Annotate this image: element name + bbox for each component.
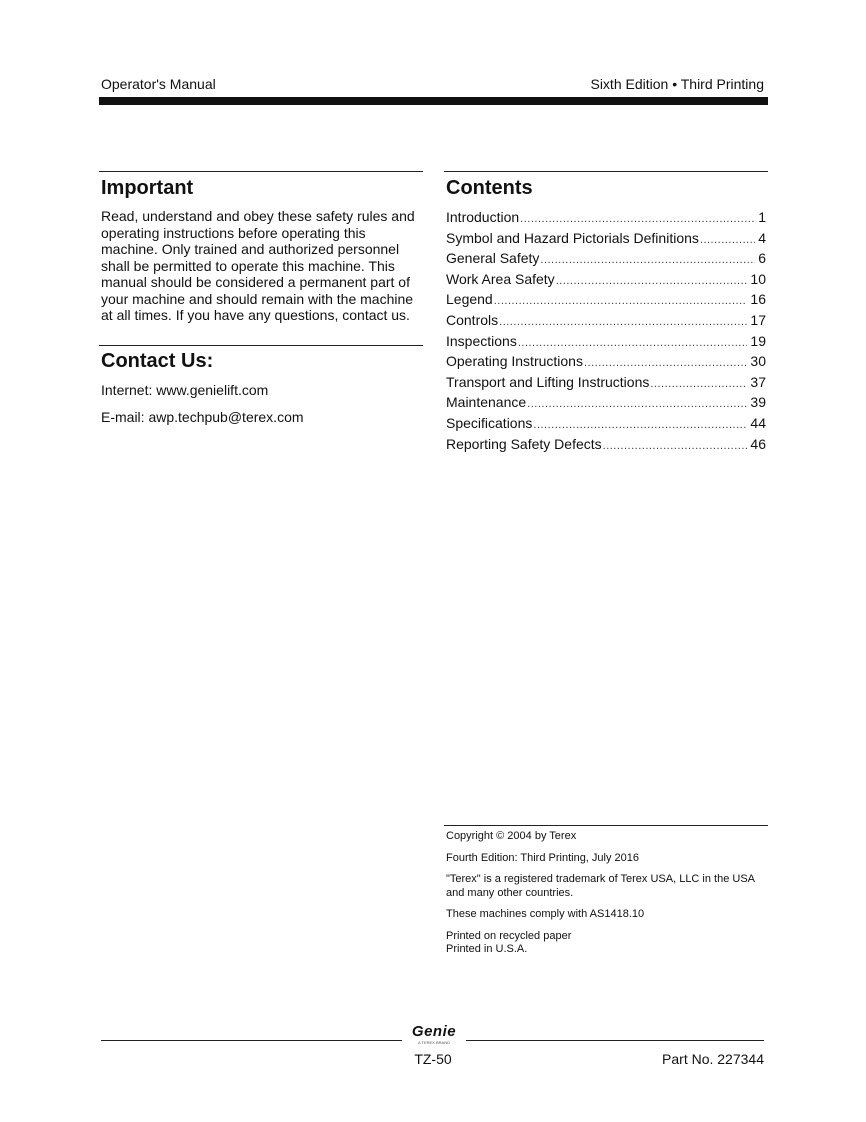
- contents-item-label: Specifications: [446, 414, 533, 431]
- contents-item-page: 1: [758, 209, 766, 225]
- footer-rule-left: [101, 1040, 402, 1041]
- contact-rule: [99, 345, 423, 346]
- footer-part-number: Part No. 227344: [662, 1051, 764, 1067]
- contents-item-label: General Safety: [446, 250, 540, 267]
- copyright-line: Copyright © 2004 by Terex: [446, 830, 577, 842]
- contents-item[interactable]: [446, 331, 766, 352]
- contents-item-label: Reporting Safety Defects: [446, 435, 602, 452]
- contents-item-page: 46: [750, 435, 766, 452]
- contents-item[interactable]: [446, 228, 766, 249]
- contents-item-label: Transport and Lifting Instructions: [446, 373, 650, 390]
- contents-item[interactable]: [446, 372, 766, 393]
- contents-item-leader: [494, 291, 748, 312]
- contents-item-page: 4: [758, 229, 766, 246]
- copyright-rule: [444, 825, 768, 826]
- contact-heading: Contact Us:: [101, 350, 214, 372]
- contact-internet[interactable]: Internet: www.genielift.com: [101, 382, 269, 398]
- contents-item-label: Maintenance: [446, 394, 527, 411]
- contents-item-leader: [603, 436, 748, 457]
- contents-item[interactable]: [446, 248, 766, 269]
- contents-item-label: Introduction: [446, 209, 520, 225]
- important-heading: Important: [101, 177, 194, 199]
- contents-item[interactable]: [446, 392, 766, 413]
- copyright-block: [446, 830, 756, 965]
- contents-item-page: 16: [750, 291, 766, 308]
- edition-line: Fourth Edition: Third Printing, July 2016: [446, 851, 640, 864]
- contents-item-page: 6: [758, 250, 766, 267]
- contents-item[interactable]: [446, 310, 766, 331]
- contents-item-page: 37: [750, 373, 766, 390]
- contents-item-leader: [533, 415, 747, 436]
- recycled-line: Printed on recycled paper: [446, 929, 572, 942]
- contents-list: [446, 207, 766, 454]
- logo-tagline: A TEREX BRAND: [418, 1040, 450, 1045]
- footer-model: TZ-50: [414, 1051, 452, 1067]
- contents-item-page: 10: [750, 270, 766, 287]
- contents-item-leader: [556, 271, 748, 292]
- contents-item[interactable]: [446, 207, 766, 228]
- contents-item-leader: [584, 353, 747, 374]
- contents-item-leader: [518, 333, 748, 354]
- contents-item-label: Inspections: [446, 332, 517, 349]
- contents-item[interactable]: [446, 434, 766, 455]
- contents-item[interactable]: [446, 269, 766, 290]
- contents-item-leader: [499, 312, 747, 333]
- contents-item-leader: [650, 374, 747, 395]
- contents-item-label: Operating Instructions: [446, 353, 583, 370]
- logo-wordmark: Genie: [411, 1023, 457, 1040]
- compliance-line: These machines comply with AS1418.10: [446, 908, 645, 920]
- contents-item[interactable]: [446, 351, 766, 372]
- contents-item-label: Controls: [446, 311, 499, 328]
- contents-item-page: 17: [750, 311, 766, 328]
- trademark-line: "Terex" is a registered trademark of Terex USA, LLC in the USA and many other countries.: [446, 873, 755, 899]
- contents-item-leader: [527, 394, 747, 415]
- contents-item-page: 19: [750, 332, 766, 349]
- contents-item-page: 44: [750, 414, 766, 431]
- contents-item-page: 30: [750, 353, 766, 370]
- contents-item-leader: [540, 250, 755, 271]
- header-edition: Sixth Edition • Third Printing: [590, 76, 764, 92]
- contents-item-label: Symbol and Hazard Pictorials Definitions: [446, 229, 699, 246]
- contents-item-leader: [700, 230, 755, 251]
- header-rule: [99, 97, 768, 105]
- important-text: Read, understand and obey these safety rules and operating instructions before operating this machine. Only trained and authorized personnel shall be permitted to operate this machine. This manual should be considered a permanent part of your machine and should remain with the machine at all times. If you have any questions, contact us.: [101, 208, 415, 323]
- contents-item-label: Work Area Safety: [446, 270, 555, 287]
- contents-item-label: Legend: [446, 291, 493, 308]
- important-rule: [99, 171, 423, 172]
- footer-rule-right: [466, 1040, 764, 1041]
- contents-item-page: 39: [750, 394, 766, 411]
- contents-item-leader: [520, 209, 755, 230]
- contact-email[interactable]: E-mail: awp.techpub@terex.com: [101, 409, 304, 425]
- contents-item[interactable]: [446, 413, 766, 434]
- printed-line: Printed in U.S.A.: [446, 943, 528, 955]
- contents-heading: Contents: [446, 177, 533, 199]
- contents-item[interactable]: [446, 289, 766, 310]
- header-title: Operator's Manual: [101, 76, 216, 92]
- genie-logo: [407, 1024, 461, 1045]
- contents-rule: [444, 171, 768, 172]
